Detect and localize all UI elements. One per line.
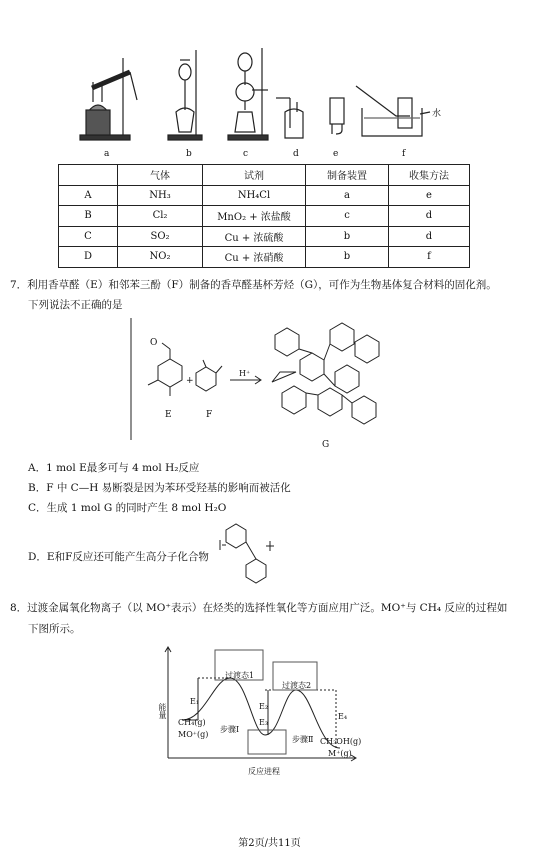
table-cell: Cu + 浓硫酸 xyxy=(203,226,306,247)
table-cell: c xyxy=(306,206,389,227)
table-cell: NH₃ xyxy=(118,185,203,206)
table-cell: NO₂ xyxy=(118,247,203,268)
step1-label: 步骤Ⅰ xyxy=(220,725,240,734)
q7-option-d: D．E和F反应还可能产生高分子化合物 xyxy=(28,551,209,563)
table-cell: A xyxy=(59,185,118,206)
label-d: d xyxy=(293,149,299,159)
table-header: 制备装置 xyxy=(306,165,389,186)
y-axis-label: 能量 xyxy=(158,703,167,719)
table-cell: MnO₂ + 浓盐酸 xyxy=(203,206,306,227)
label-f: f xyxy=(402,149,406,159)
table-cell: B xyxy=(59,206,118,227)
q7-option-b: B．F 中 C—H 易断裂是因为苯环受羟基的影响而被活化 xyxy=(28,482,291,494)
product-m: M⁺(g) xyxy=(328,749,352,758)
q8-stem-line1: 8．过渡金属氧化物离子（以 MO⁺表示）在烃类的选择性氧化等方面应用广泛。MO⁺与 CH₄ 反应的过程如 xyxy=(10,602,508,614)
water-label: 水 xyxy=(432,109,442,119)
q7-stem-line1: 7．利用香草醛（E）和邻苯三酚（F）制备的香草醛基杯芳烃（G），可作为生物基体复合材料的固化剂。 xyxy=(10,279,497,291)
e1-label: E₁ xyxy=(190,697,200,706)
q7-option-c: C．生成 1 mol G 的同时产生 8 mol H₂O xyxy=(28,502,227,514)
table-cell: d xyxy=(389,226,470,247)
ts2-label: 过渡态2 xyxy=(282,681,312,690)
q7-option-a: A．1 mol E最多可与 4 mol H₂反应 xyxy=(28,462,200,474)
table-cell: f xyxy=(389,247,470,268)
table-cell: b xyxy=(306,226,389,247)
reactant-ch4: CH₄(g) xyxy=(178,718,206,727)
page-footer: 第2页/共11页 xyxy=(238,838,301,849)
table-cell: D xyxy=(59,247,118,268)
label-a: a xyxy=(104,149,110,159)
product-ch3oh: CH₃OH(g) xyxy=(320,737,362,746)
table-header: 收集方法 xyxy=(389,165,470,186)
e4-label: E₄ xyxy=(338,712,348,721)
table-header: 试剂 xyxy=(203,165,306,186)
e2-label: E₂ xyxy=(259,702,269,711)
ts1-label: 过渡态1 xyxy=(225,671,255,680)
reactant-mo: MO⁺(g) xyxy=(178,730,209,739)
label-b: b xyxy=(186,149,192,159)
e3-label: E₃ xyxy=(259,718,269,727)
label-E-ho: O xyxy=(150,338,158,348)
table-cell: SO₂ xyxy=(118,226,203,247)
q8-stem-line2: 下图所示。 xyxy=(28,623,81,635)
label-F: F xyxy=(206,410,213,420)
arrow-condition: H⁺ xyxy=(239,369,251,378)
label-c: c xyxy=(243,149,249,159)
label-e: e xyxy=(333,149,339,159)
x-axis-label: 反应进程 xyxy=(248,767,280,776)
label-G: G xyxy=(322,440,330,450)
table-cell: C xyxy=(59,226,118,247)
step2-label: 步骤Ⅱ xyxy=(292,735,314,744)
table-cell: Cu + 浓硝酸 xyxy=(203,247,306,268)
q7-stem-line2: 下列说法不正确的是 xyxy=(28,299,123,311)
table-cell: e xyxy=(389,185,470,206)
table-cell: NH₄Cl xyxy=(203,185,306,206)
table-header: 气体 xyxy=(118,165,203,186)
table-cell: d xyxy=(389,206,470,227)
table-cell: b xyxy=(306,247,389,268)
label-E: E xyxy=(165,410,172,420)
table-cell: a xyxy=(306,185,389,206)
table-cell: Cl₂ xyxy=(118,206,203,227)
plus-sign: + xyxy=(186,376,194,386)
